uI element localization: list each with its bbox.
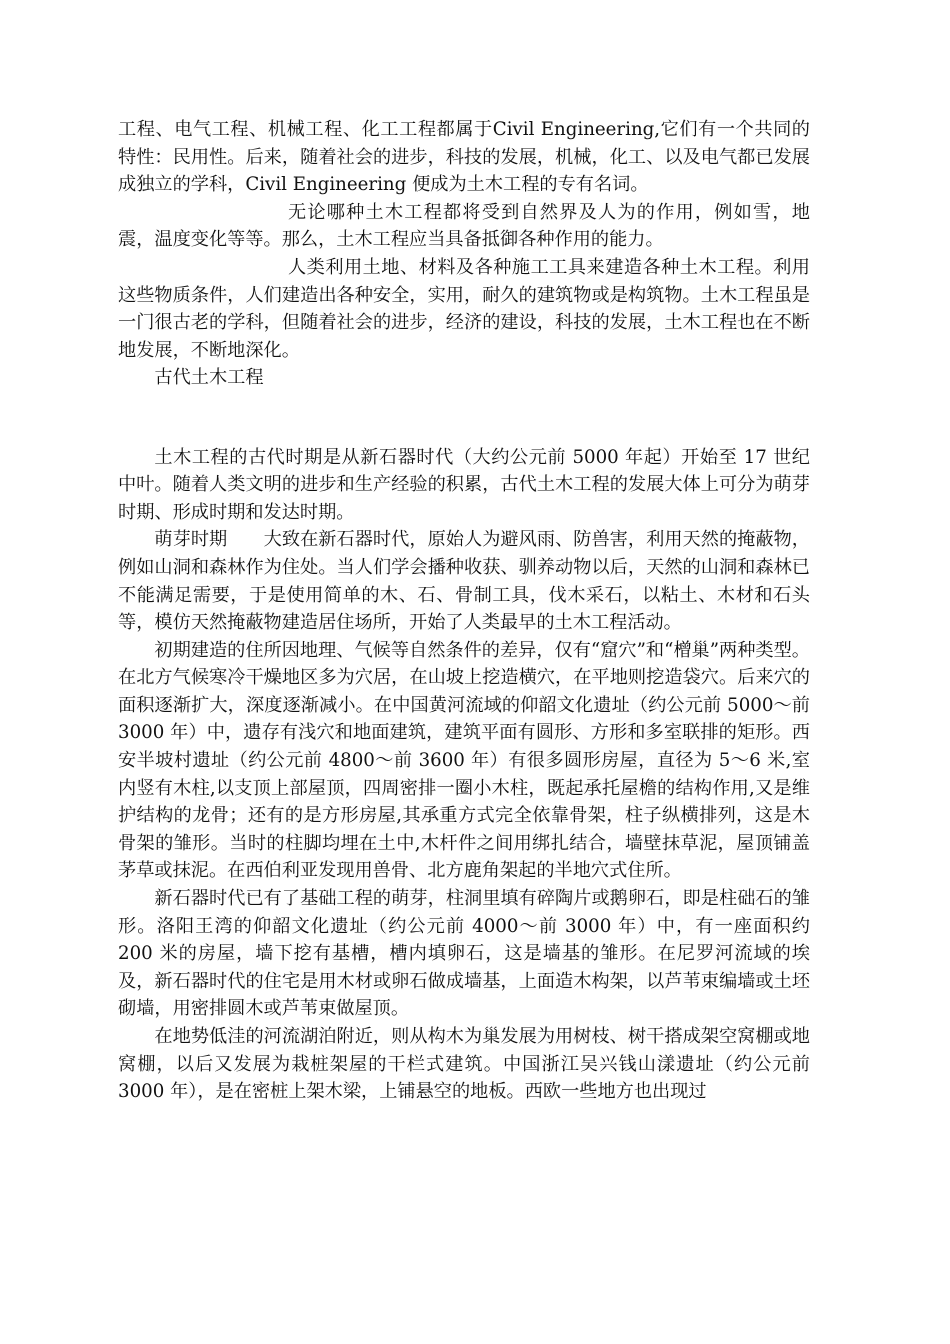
paragraph-civil-engineering-origin: 工程、电气工程、机械工程、化工工程都属于Civil Engineering,它们有一个共同的特性：民用性。后来，随着社会的进步，科技的发展，机械，化工、以及电气都已发展成独立的学科，Civil Engineering 便成为土木工程的专有名词。 (118, 119, 810, 196)
paragraph-stilt-buildings: 在地势低洼的河流湖泊附近，则从构木为巢发展为用树枝、树干搭成架空窝棚或地窝棚，以后又发展为栽桩架屋的干栏式建筑。中国浙江吴兴钱山漾遗址（约公元前 3000 年），是在密桩上架木梁，上铺悬空的地板。西欧一些地方也出现过 (118, 1026, 810, 1103)
paragraph-foundation-engineering: 新石器时代已有了基础工程的萌芽，柱洞里填有碎陶片或鹅卵石，即是柱础石的雏形。洛阳王湾的仰韶文化遗址（约公元前 4000～前 3000 年）中，有一座面积约 200 米的房屋，墙下挖有基槽，槽内填卵石，这是墙基的雏形。在尼罗河流域的埃及，新石器时代的住宅是用木材或卵石做成墙基，上面造木构架，以芦苇束编墙或土坯砌墙，用密排圆木或芦苇束做屋顶。 (118, 888, 810, 1020)
paragraph-early-dwellings: 初期建造的住所因地理、气候等自然条件的差异，仅有“窟穴”和“橧巢”两种类型。在北方气候寒冷干燥地区多为穴居，在山坡上挖造横穴，在平地则挖造袋穴。后来穴的面积逐渐扩大，深度逐渐减小。在中国黄河流域的仰韶文化遗址（约公元前 5000～前 3000 年）中，遗存有浅穴和地面建筑，建筑平面有圆形、方形和多室联排的矩形。西安半坡村遗址（约公元前 4800～前 3600 年）有很多圆形房屋，直径为 5～6 米,室内竖有木柱,以支顶上部屋顶，四周密排一圈小木柱，既起承托屋檐的结构作用,又是维护结构的龙骨；还有的是方形房屋,其承重方式完全依靠骨架，柱子纵横排列，这是木骨架的雏形。当时的柱脚均埋在土中,木杆件之间用绑扎结合，墙壁抹草泥，屋顶铺盖茅草或抹泥。在西伯利亚发现用兽骨、北方鹿角架起的半地穴式住所。 (118, 639, 810, 882)
blank-line (118, 392, 810, 420)
section-heading-ancient-civil-engineering: 古代土木工程 (154, 367, 264, 389)
paragraph-ancient-period-overview: 土木工程的古代时期是从新石器时代（大约公元前 5000 年起）开始至 17 世纪中叶。随着人类文明的进步和生产经验的积累，古代土木工程的发展大体上可分为萌芽时期、形成时期和发达时期。 (118, 446, 810, 523)
blank-line (118, 420, 810, 444)
document-page (118, 116, 810, 1106)
paragraph-natural-forces: 无论哪种土木工程都将受到自然界及人为的作用，例如雪，地震，温度变化等等。那么，土木工程应当具备抵御各种作用的能力。 (118, 201, 810, 251)
paragraph-materials-and-tools: 人类利用土地、材料及各种施工工具来建造各种土木工程。利用这些物质条件，人们建造出各种安全，实用，耐久的建筑物或是构筑物。土木工程虽是一门很古老的学科，但随着社会的进步，经济的建设，科技的发展，土木工程也在不断地发展，不断地深化。 (118, 256, 810, 361)
paragraph-embryonic-period: 萌芽时期 大致在新石器时代，原始人为避风雨、防兽害，利用天然的掩蔽物，例如山洞和森林作为住处。当人们学会播种收获、驯养动物以后，天然的山洞和森林已不能满足需要，于是使用简单的木、石、骨制工具，伐木采石，以粘土、木材和石头等，模仿天然掩蔽物建造居住场所，开始了人类最早的土木工程活动。 (118, 529, 810, 634)
